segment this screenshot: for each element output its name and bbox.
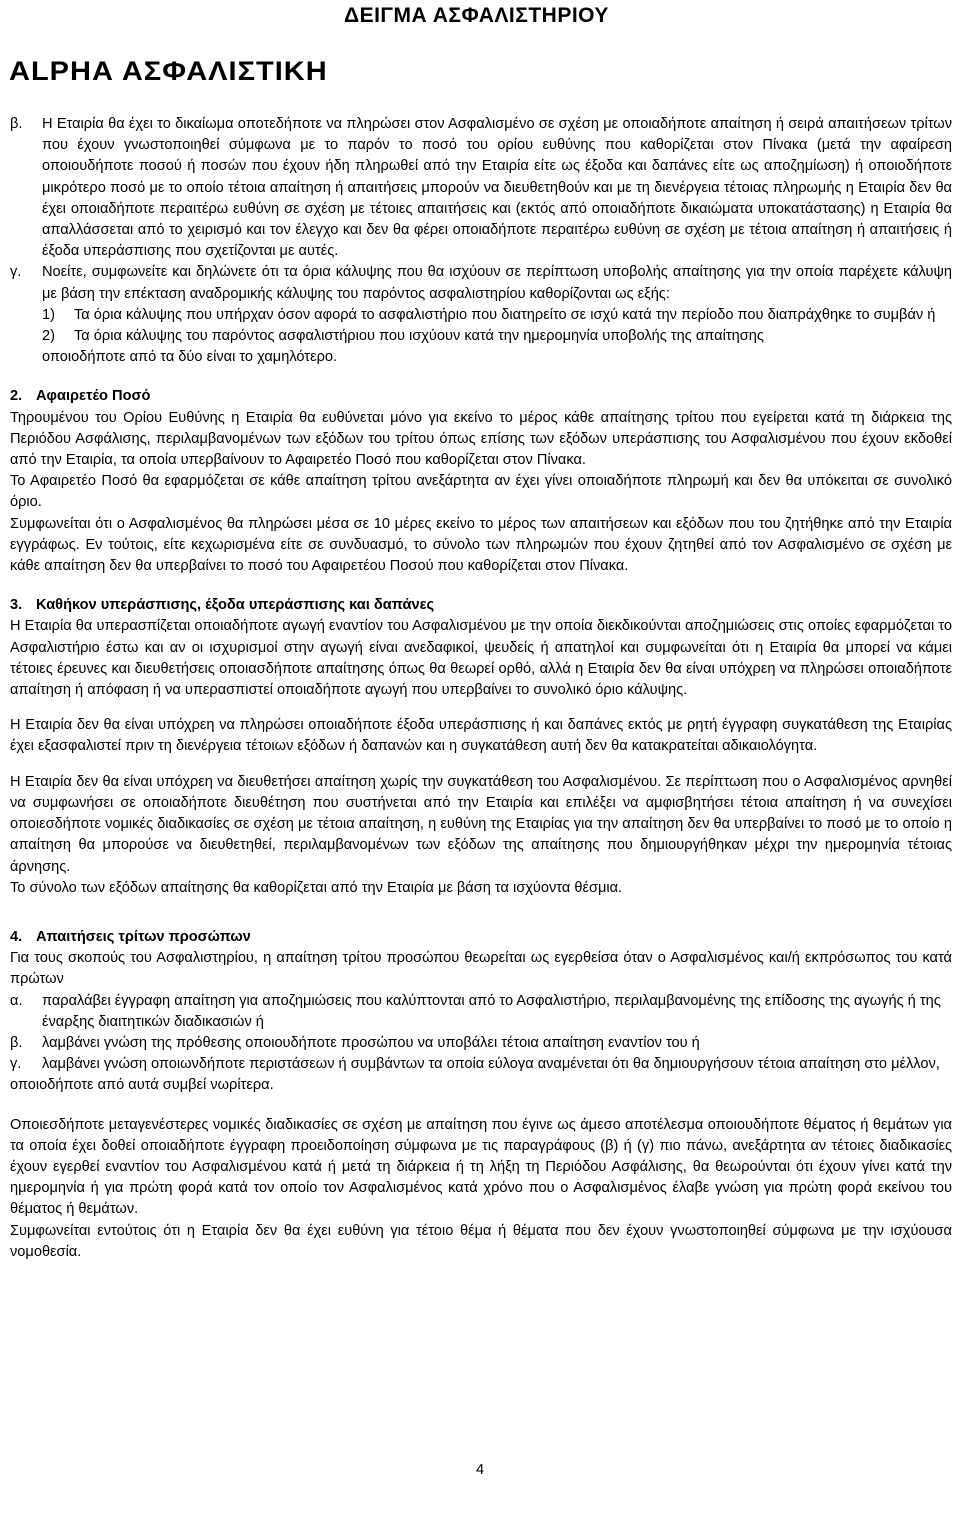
clause-closing: οποιοδήποτε από τα δύο είναι το χαμηλότερο. bbox=[42, 349, 338, 366]
sub-item-1 bbox=[10, 305, 952, 326]
paragraph: Η Εταιρία θα υπερασπίζεται οποιαδήποτε αγωγή εναντίον του Ασφαλισμένου με την οποία διεκδικούνται αποζημιώσεις στις οποίες εφαρμόζεται το Ασφαλιστήριο έστω και αν οι ισχυρισμοί στην αγωγή είναι ανεδαφικοί, ψευδείς ή απατηλοί και συμφωνείται ότι η Εταιρία θα μπορεί να κάμει τέτοιες έρευνες και διευθετήσεις οποιασδήποτε απαίτησης όπως θα θεωρεί ορθό, αλλά η Εταιρία δεν θα είναι υπόχρεη να πληρώσει οποιαδήποτε απαίτηση ή απόφαση ή να υπερασπιστεί οποιαδήποτε αγωγή που υπερβαίνει το συνολικό όριο κάλυψης. bbox=[10, 618, 952, 699]
document-body bbox=[10, 114, 952, 1263]
section-heading-2 bbox=[10, 386, 952, 407]
paragraph: οποιοδήποτε από αυτά συμβεί νωρίτερα. bbox=[10, 1077, 274, 1094]
list-item bbox=[10, 1054, 952, 1075]
sub-item-text: Τα όρια κάλυψης του παρόντος ασφαλιστήριου που ισχύουν κατά την ημερομηνία υποβολής της απαίτησης bbox=[74, 328, 764, 345]
clause-marker: β. bbox=[10, 116, 23, 132]
clause-marker: γ. bbox=[10, 264, 22, 281]
section-title: Αφαιρετέο Ποσό bbox=[36, 388, 151, 405]
paragraph: Οποιεσδήποτε μεταγενέστερες νομικές διαδικασίες σε σχέση με απαίτηση που έγινε ως άμεσο αποτέλεσμα οποιουδήποτε θέματος ή θεμάτων για τα οποία έχει δοθεί οποιαδήποτε έγγραφη προειδοποίηση σύμφωνα με τις παραγράφους (β) ή (γ) πιο πάνω, ανεξάρτητα αν τέτοιες διαδικασίες έχουν εγερθεί εναντίον του Ασφαλισμένου κατά ή μετά τη διάρκεια ή τη λήξη τη Περιόδου Ασφάλισης, θα θεωρούνται ότι έχουν γίνει κατά την ημερομηνία ή για πρώτη φορά κατά τον οποίο τον Ασφαλισμένος κατά χρόνο που ο Ασφαλισμένος έλαβε γνώση για πρώτη φορά εκείνου του θέματος ή θεμάτων. bbox=[10, 1116, 952, 1218]
clause-b bbox=[10, 114, 952, 262]
paragraph: Συμφωνείται ότι ο Ασφαλισμένος θα πληρώσει μέσα σε 10 μέρες εκείνο το μέρος των απαιτήσεων και εξόδων που του ζητήθηκε από την Εταιρία εγγράφως. Εν τούτοις, είτε κεχωρισμένα είτε σε συνδυασμό, το σύνολο των πληρωμών που έχουν ζητηθεί από τον Ασφαλισμένο σε σχέση με κάθε απαίτηση δεν θα υπερβαίνει το ποσό του Αφαιρετέου Ποσού που καθορίζεται στον Πίνακα. bbox=[10, 515, 952, 575]
paragraph: Το Αφαιρετέο Ποσό θα εφαρμόζεται σε κάθε απαίτηση τρίτου ανεξάρτητα αν έχει γίνει οποιαδήποτε πληρωμή και δεν θα υπόκειται σε συνολικό όριο. bbox=[10, 473, 952, 511]
paragraph: Συμφωνείται εντούτοις ότι η Εταιρία δεν θα έχει ευθύνη για τέτοιο θέμα ή θέματα που δεν έχουν γνωστοποιηθεί σύμφωνα με την ισχύουσα νομοθεσία. bbox=[10, 1222, 952, 1260]
company-logo: ALPHA ΑΣΦΑΛΙΣΤΙΚΗ bbox=[9, 57, 328, 87]
sub-item-number: 1) bbox=[42, 306, 55, 323]
list-item bbox=[10, 991, 952, 1033]
document-title: ΔΕΙΓΜΑ ΑΣΦΑΛΙΣΤΗΡΙΟΥ bbox=[344, 4, 609, 27]
list-item bbox=[10, 1033, 952, 1054]
list-marker: γ. bbox=[10, 1056, 22, 1073]
page-number: 4 bbox=[475, 1462, 485, 1478]
list-text: παραλάβει έγγραφη απαίτηση για αποζημιώσεις που καλύπτονται από το Ασφαλιστήριο, περιλαμβανομένης της επίδοσης της αγωγής ή της έναρξης διαιτητικών διαδικασιών ή bbox=[42, 992, 941, 1030]
clause-c bbox=[10, 262, 952, 304]
paragraph: Το σύνολο των εξόδων απαίτησης θα καθορίζεται από την Εταιρία με βάση τα ισχύοντα θέσμια. bbox=[10, 879, 623, 896]
section-number: 2. bbox=[10, 388, 23, 405]
sub-item-number: 2) bbox=[42, 328, 55, 345]
section-title: Απαιτήσεις τρίτων προσώπων bbox=[36, 928, 251, 945]
list-text: λαμβάνει γνώση της πρόθεσης οποιουδήποτε προσώπου να υποβάλει τέτοια απαίτηση εναντίον του ή bbox=[42, 1034, 700, 1051]
paragraph: Για τους σκοπούς του Ασφαλιστηρίου, η απαίτηση τρίτου προσώπου θεωρείται ως εγερθείσα όταν ο Ασφαλισμένος και/ή εκπρόσωπος του κατά πρώτων bbox=[10, 950, 952, 988]
sub-item-2 bbox=[10, 326, 952, 347]
section-number: 3. bbox=[10, 597, 23, 614]
section-heading-3 bbox=[10, 595, 952, 616]
section-title: Καθήκον υπεράσπισης, έξοδα υπεράσπισης και δαπάνες bbox=[36, 597, 435, 614]
sub-item-text: Τα όρια κάλυψης που υπήρχαν όσον αφορά το ασφαλιστήριο που διατηρείτο σε ισχύ κατά την περίοδο που διαπράχθηκε το συμβάν ή bbox=[74, 306, 936, 323]
paragraph: Τηρουμένου του Ορίου Ευθύνης η Εταιρία θα ευθύνεται μόνο για εκείνο το μέρος κάθε απαίτησης τρίτου που εγείρεται κατά τη διάρκεια της Περιόδου Ασφάλισης, περιλαμβανομένων των εξόδων του τρίτου όπως επίσης των εξόδων υπεράσπισης του Ασφαλισμένου που έχουν εκδοθεί από την Εταιρία, τα οποία υπερβαίνουν το Αφαιρετέο Ποσό που καθορίζεται στον Πίνακα. bbox=[10, 409, 952, 469]
clause-text: Η Εταιρία θα έχει το δικαίωμα οποτεδήποτε να πληρώσει στον Ασφαλισμένο σε σχέση με οποιαδήποτε απαίτηση ή σειρά απαιτήσεων τρίτων που έχουν γνωστοποιηθεί σύμφωνα με το παρόν το ποσό του ορίου ευθύνης που καθορίζεται στον Πίνακα (μετά την αφαίρεση οποιουδήποτε ποσού ή ποσών που έχουν ήδη πληρωθεί από την Εταιρία είτε ως έξοδα και δαπάνες είτε ως αποζημίωση) ή οποιοδήποτε μικρότερο ποσό με το οποίο τέτοια απαίτηση ή απαιτήσεις μπορούν να διευθετηθούν και με τη διενέργεια τέτοιας πληρωμής η Εταιρία δεν θα έχει οποιαδήποτε περαιτέρω ευθύνη σε σχέση με τέτοιες απαιτήσεις και (εκτός από οποιαδήποτε δικαιώματα υποκατάστασης) η Εταιρία θα απαλλάσσεται από το χειρισμό και τον έλεγχο και δεν θα φέρει οποιαδήποτε περαιτέρω ευθύνη σε σχέση με τέτοια απαίτηση ή απαιτήσεις ή έξοδα υπεράσπισης που σχετίζονται με αυτές. bbox=[42, 116, 952, 260]
paragraph: Η Εταιρία δεν θα είναι υπόχρεη να διευθετήσει απαίτηση χωρίς την συγκατάθεση του Ασφαλισμένου. Σε περίπτωση που ο Ασφαλισμένος αρνηθεί να συμφωνήσει σε οποιαδήποτε διευθέτηση που συστήνεται από την Εταιρία και επιλέξει να αμφισβητήσει τέτοια απαίτηση ή να συνεχίσει οποιεσδήποτε νομικές διαδικασίες σε σχέση με τέτοια απαίτηση, η ευθύνη της Εταιρίας για την απαίτηση δεν θα υπερβαίνει το ποσό με το οποίο η απαίτηση θα μπορούσε να διευθετηθεί, περιλαμβανομένων των εξόδων της απαίτησης που δημιουργήθηκαν μέχρι την ημερομηνία τέτοιας άρνησης. bbox=[10, 773, 952, 875]
section-number: 4. bbox=[10, 928, 23, 945]
section-heading-4 bbox=[10, 927, 952, 948]
paragraph: Η Εταιρία δεν θα είναι υπόχρεη να πληρώσει οποιαδήποτε έξοδα υπεράσπισης ή και δαπάνες εκτός με ρητή έγγραφη συγκατάθεση της Εταιρίας έχει εξασφαλιστεί πριν τη διενέργεια τέτοιων εξόδων ή δαπανών και η συγκατάθεση αυτή δεν θα κατακρατείται αδικαιολόγητα. bbox=[10, 717, 952, 755]
list-marker: α. bbox=[10, 992, 23, 1009]
list-text: λαμβάνει γνώση οποιωνδήποτε περιστάσεων ή συμβάντων τα οποία εύλογα αναμένεται ότι θα δημιουργήσουν τέτοια απαίτηση στο μέλλον, bbox=[42, 1056, 940, 1073]
list-marker: β. bbox=[10, 1034, 23, 1051]
clause-text: Νοείτε, συμφωνείτε και δηλώνετε ότι τα όρια κάλυψης που θα ισχύουν σε περίπτωση υποβολής απαίτησης για την οποία παρέχετε κάλυψη με βάση την επέκταση αναδρομικής κάλυψης του παρόντος ασφαλιστηρίου καθορίζονται ως εξής: bbox=[42, 264, 952, 302]
